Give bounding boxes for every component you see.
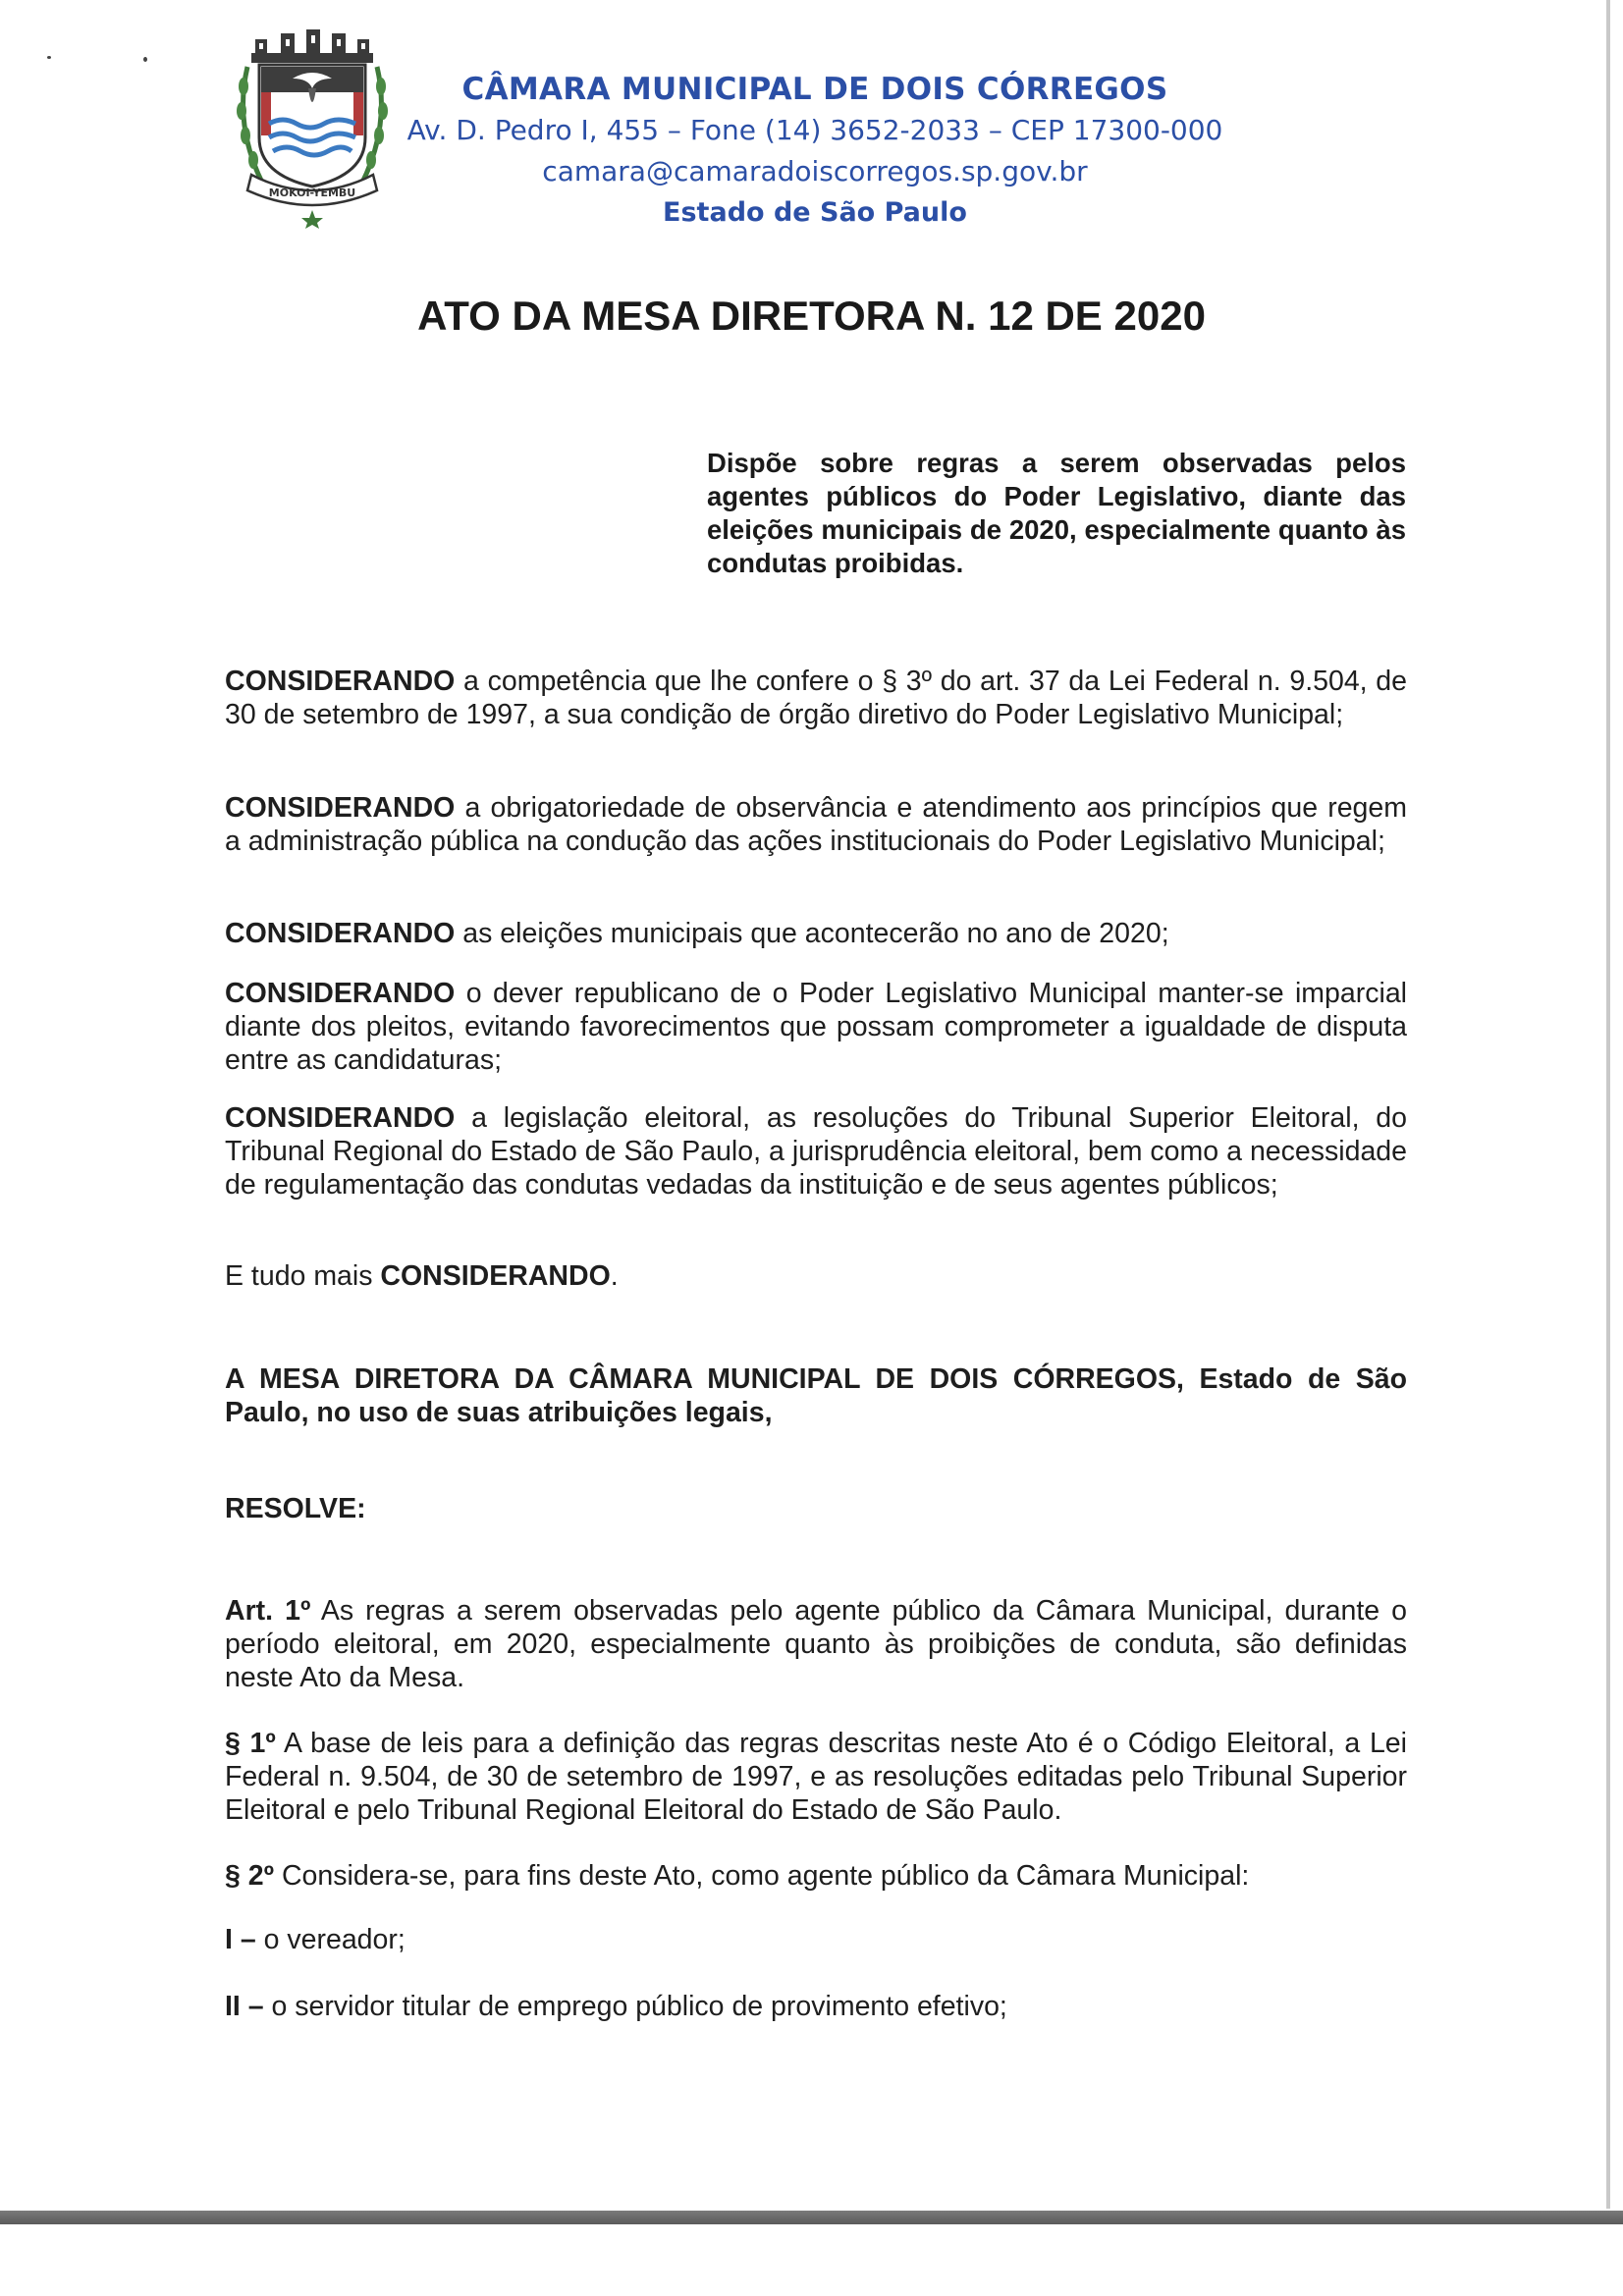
document-title: ATO DA MESA DIRETORA N. 12 DE 2020 [417, 293, 1206, 339]
article-paragraph [225, 1923, 1407, 1956]
article-label: Art. 1º [225, 1595, 311, 1627]
considerando-text: as eleições municipais que acontecerão no ano de 2020; [455, 918, 1169, 949]
considerando-text: o dever republicano de o Poder Legislativo Municipal manter-se imparcial diante dos pleitos, evitando favorecimentos que possam comprometer a igualdade de disputa entre as candidaturas; [225, 978, 1407, 1076]
considerando-paragraph [225, 917, 1407, 950]
resolve-heading: RESOLVE: [225, 1493, 366, 1524]
article-paragraph [225, 1594, 1407, 1694]
article-paragraph [225, 1859, 1407, 1893]
scan-speck [47, 56, 51, 59]
article-label: I – [225, 1924, 256, 1955]
article-label: II – [225, 1991, 264, 2022]
considerando-keyword: CONSIDERANDO [225, 1102, 456, 1134]
article-text: o servidor titular de emprego público de provimento efetivo; [263, 1991, 1007, 2022]
institution-address: Av. D. Pedro I, 455 – Fone (14) 3652-2033 – CEP 17300-000 [406, 114, 1223, 146]
article-text: Considera-se, para fins deste Ato, como agente público da Câmara Municipal: [274, 1860, 1250, 1892]
municipal-crest-icon [234, 27, 391, 229]
crest-motto: MOKOI-YEMBU [268, 187, 356, 199]
considerando-paragraph [225, 977, 1407, 1077]
considerando-text: a legislação eleitoral, as resoluções do Tribunal Superior Eleitoral, do Tribunal Regional do Estado de São Paulo, a jurisprudência eleitoral, bem como a necessidade de regulamentação das condutas vedadas da instituição e de seus agentes públicos; [225, 1102, 1407, 1201]
article-paragraph [225, 1990, 1407, 2023]
article-text: o vereador; [255, 1924, 406, 1955]
scan-bottom-bar [0, 2211, 1623, 2224]
article-label: § 2º [225, 1860, 275, 1892]
considerando-keyword: CONSIDERANDO [225, 792, 456, 824]
article-paragraph [225, 1727, 1407, 1827]
considerando-paragraph [225, 1101, 1407, 1201]
considerando-text: a obrigatoriedade de observância e atendimento aos princípios que regem a administração pública na condução das ações institucionais do Poder Legislativo Municipal; [225, 792, 1407, 857]
article-text: As regras a serem observadas pelo agente público da Câmara Municipal, durante o período eleitoral, em 2020, especialmente quanto às proibições de conduta, são definidas neste Ato da Mesa. [225, 1595, 1408, 1693]
considerando-paragraph [225, 665, 1407, 731]
closing-suffix: . [610, 1260, 619, 1292]
closing-prefix: E tudo mais [225, 1260, 381, 1292]
considerando-keyword: CONSIDERANDO [225, 918, 456, 949]
article-text: A base de leis para a definição das regras descritas neste Ato é o Código Eleitoral, a Lei Federal n. 9.504, de 30 de setembro de 1997, e as resoluções editadas pelo Tribunal Superior Eleitoral e pelo Tribunal Regional Eleitoral do Estado de São Paulo. [225, 1728, 1407, 1826]
preamble: A MESA DIRETORA DA CÂMARA MUNICIPAL DE DOIS CÓRREGOS, Estado de São Paulo, no uso de suas atribuições legais, [225, 1363, 1407, 1428]
article-label: § 1º [225, 1728, 276, 1759]
considerando-text: a competência que lhe confere o § 3º do art. 37 da Lei Federal n. 9.504, de 30 de setembro de 1997, a sua condição de órgão diretivo do Poder Legislativo Municipal; [225, 666, 1407, 730]
closing-keyword: CONSIDERANDO [380, 1260, 611, 1292]
institution-email: camara@camaradoiscorregos.sp.gov.br [542, 155, 1088, 187]
considerando-keyword: CONSIDERANDO [225, 978, 456, 1009]
letterhead [393, 69, 1237, 234]
considerando-keyword: CONSIDERANDO [225, 666, 456, 697]
scan-speck [143, 57, 147, 62]
institution-name: CÂMARA MUNICIPAL DE DOIS CÓRREGOS [461, 72, 1168, 107]
ementa: Dispõe sobre regras a serem observadas pelos agentes públicos do Poder Legislativo, diante das eleições municipais de 2020, especialmente quanto às condutas proibidas. [707, 448, 1406, 578]
institution-state: Estado de São Paulo [663, 197, 967, 228]
closing-considerando [225, 1259, 1407, 1293]
considerando-paragraph [225, 791, 1407, 858]
